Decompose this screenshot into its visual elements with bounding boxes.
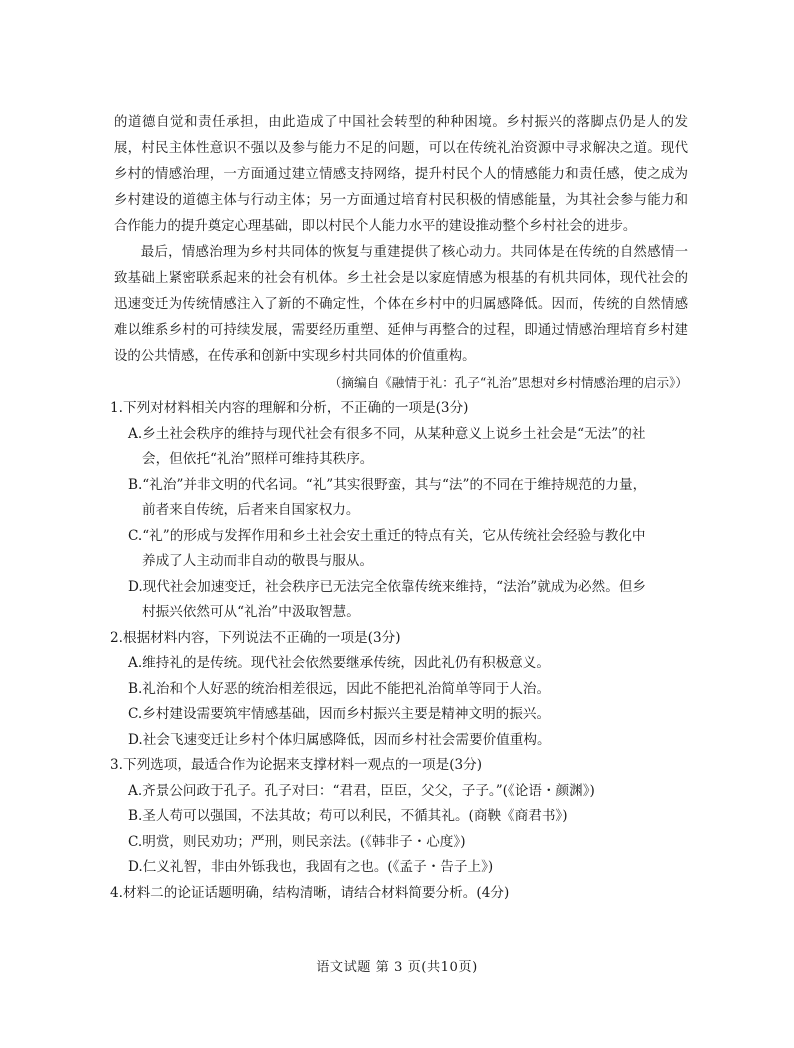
option-line: A.乡土社会秩序的维持与现代社会有很多不同，从某种意义上说乡土社会是“无法”的社 [128,425,646,442]
option-line: B.“礼治”并非文明的代名词。“礼”其实很野蛮，其与“法”的不同在于维持规范的力量， [128,476,647,493]
option-line-continued: 前者来自传统，后者来自国家权力。 [142,502,360,518]
option-a: A.维持礼的是传统。现代社会依然要继承传统，因此礼仍有积极意义。 [128,655,550,671]
option-c [114,524,688,575]
question-4 [110,881,688,907]
passage-paragraph-2: 最后，情感治理为乡村共同体的恢复与重建提供了核心动力。共同体是在传统的自然感情一致基础上紧密联系起来的社会有机体。乡土社会是以家庭情感为根基的有机共同体，现代社会的迅速变迁为传统情感注入了新的不确定性，个体在乡村中的归属感降低。因而，传统的自然情感难以维系乡村的可持续发展，需要经历重塑、延伸与再整合的过程，即通过情感治理培育乡村建设的公共情感，在传承和创新中实现乡村共同体的价值重构。 [114,245,688,364]
option-b [114,473,688,524]
question-3 [110,753,688,881]
option-line-continued: 会，但依托“礼治”照样可维持其秩序。 [142,451,374,467]
option-line: D.现代社会加速变迁，社会秩序已无法完全依靠传统来维持，“法治”就成为必然。但乡 [128,578,647,595]
option-b: B.礼治和个人好恶的统治相差很远，因此不能把礼治简单等同于人治。 [128,680,551,697]
question-stem: 2.根据材料内容，下列说法不正确的一项是(3分) [110,629,401,646]
option-a [114,422,688,473]
option-line-continued: 养成了人主动而非自动的敬畏与服从。 [142,553,374,569]
option-line: C.“礼”的形成与发挥作用和乡土社会安土重迁的特点有关，它从传统社会经验与教化中 [128,527,646,544]
question-1 [110,396,688,626]
exam-page-body [110,110,688,906]
question-2 [110,626,688,754]
option-c: C.乡村建设需要筑牢情感基础，因而乡村振兴主要是精神文明的振兴。 [128,706,551,722]
passage-source: （摘编自《融情于礼：孔子“礼治”思想对乡村情感治理的启示》） [328,375,688,390]
passage-paragraph-1: 的道德自觉和责任承担，由此造成了中国社会转型的种种困境。乡村振兴的落脚点仍是人的发展，村民主体性意识不强以及参与能力不足的问题，可以在传统礼治资源中寻求解决之道。现代乡村的情感治理，一方面通过建立情感支持网络，提升村民个人的情感能力和责任感，使之成为乡村建设的道德主体与行动主体；另一方面通过培育村民积极的情感能量，为其社会参与能力和合作能力的提升奠定心理基础，即以村民个人能力水平的建设推动整个乡村社会的进步。 [114,115,688,234]
page-footer: 语文试题 第 3 页(共10页) [316,960,478,975]
option-d: D.仁义礼智，非由外铄我也，我固有之也。(《孟子・告子上》) [128,859,494,875]
option-d [114,575,688,626]
option-d: D.社会飞速变迁让乡村个体归属感降低，因而乡村社会需要价值重构。 [128,731,551,748]
question-stem: 4.材料二的论证话题明确，结构清晰，请结合材料简要分析。(4分) [110,884,510,901]
option-line-continued: 村振兴依然可从“礼治”中汲取智慧。 [142,604,360,620]
option-c: C.明赏，则民劝功；严刑，则民亲法。(《韩非子・心度》) [128,833,466,850]
question-stem: 3.下列选项，最适合作为论据来支撑材料一观点的一项是(3分) [110,757,483,773]
question-stem: 1.下列对材料相关内容的理解和分析，不正确的一项是(3分) [110,400,469,416]
option-b: B.圣人苟可以强国，不法其故；苟可以利民，不循其礼。(商鞅《商君书》) [128,808,568,824]
option-a: A.齐景公问政于孔子。孔子对曰：“君君，臣臣，父父，子子。”(《论语・颜渊》) [128,782,595,799]
